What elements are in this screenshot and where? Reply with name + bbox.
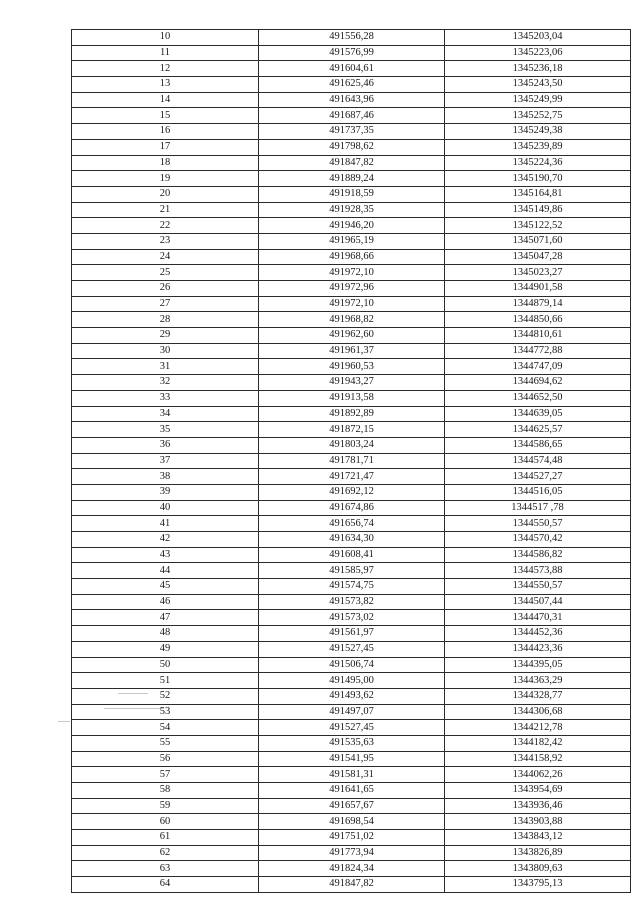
point-number-cell: 33 [72,390,259,406]
y-coordinate-cell: 1345223,06 [445,45,631,61]
y-coordinate-cell: 1345122,52 [445,218,631,234]
x-coordinate-cell: 491803,24 [259,437,445,453]
y-coordinate-cell: 1344810,61 [445,328,631,344]
point-number-cell: 21 [72,202,259,218]
y-coordinate-cell: 1343936,46 [445,798,631,814]
x-coordinate-cell: 491946,20 [259,218,445,234]
x-coordinate-cell: 491608,41 [259,547,445,563]
point-number-cell: 10 [72,30,259,46]
table-row [72,610,631,626]
x-coordinate-cell: 491576,99 [259,45,445,61]
x-coordinate-cell: 491972,10 [259,265,445,281]
x-coordinate-cell: 491527,45 [259,720,445,736]
y-coordinate-cell: 1344747,09 [445,359,631,375]
x-coordinate-cell: 491561,97 [259,626,445,642]
point-number-cell: 23 [72,233,259,249]
x-coordinate-cell: 491692,12 [259,484,445,500]
y-coordinate-cell: 1345164,81 [445,186,631,202]
point-number-cell: 29 [72,328,259,344]
point-number-cell: 14 [72,92,259,108]
table-row [72,139,631,155]
y-coordinate-cell: 1344879,14 [445,296,631,312]
table-row [72,343,631,359]
table-row [72,783,631,799]
point-number-cell: 40 [72,500,259,516]
point-number-cell: 44 [72,563,259,579]
point-number-cell: 22 [72,218,259,234]
point-number-cell: 60 [72,814,259,830]
table-row [72,406,631,422]
coordinates-table [71,29,631,893]
table-row [72,155,631,171]
table-row [72,720,631,736]
table-row [72,673,631,689]
point-number-cell: 46 [72,594,259,610]
table-row [72,375,631,391]
y-coordinate-cell: 1343843,12 [445,830,631,846]
y-coordinate-cell: 1343809,63 [445,861,631,877]
point-number-cell: 17 [72,139,259,155]
point-number-cell: 51 [72,673,259,689]
table-row [72,186,631,202]
x-coordinate-cell: 491604,61 [259,61,445,77]
x-coordinate-cell: 491781,71 [259,453,445,469]
point-number-cell: 63 [72,861,259,877]
x-coordinate-cell: 491698,54 [259,814,445,830]
x-coordinate-cell: 491892,89 [259,406,445,422]
scan-mark [58,721,70,722]
point-number-cell: 48 [72,626,259,642]
point-number-cell: 38 [72,469,259,485]
x-coordinate-cell: 491497,07 [259,704,445,720]
y-coordinate-cell: 1344363,29 [445,673,631,689]
y-coordinate-cell: 1344694,62 [445,375,631,391]
y-coordinate-cell: 1345224,36 [445,155,631,171]
y-coordinate-cell: 1344062,26 [445,767,631,783]
table-row [72,532,631,548]
table-row [72,688,631,704]
point-number-cell: 49 [72,641,259,657]
y-coordinate-cell: 1344850,66 [445,312,631,328]
point-number-cell: 52 [72,688,259,704]
y-coordinate-cell: 1344158,92 [445,751,631,767]
x-coordinate-cell: 491506,74 [259,657,445,673]
table-row [72,390,631,406]
table-row [72,547,631,563]
point-number-cell: 61 [72,830,259,846]
table-row [72,751,631,767]
x-coordinate-cell: 491962,60 [259,328,445,344]
point-number-cell: 24 [72,249,259,265]
table-row [72,830,631,846]
table-row [72,594,631,610]
table-row [72,265,631,281]
x-coordinate-cell: 491773,94 [259,845,445,861]
y-coordinate-cell: 1344328,77 [445,688,631,704]
x-coordinate-cell: 491972,10 [259,296,445,312]
table-row [72,516,631,532]
y-coordinate-cell: 1344652,50 [445,390,631,406]
table-row [72,500,631,516]
x-coordinate-cell: 491556,28 [259,30,445,46]
y-coordinate-cell: 1344507,44 [445,594,631,610]
x-coordinate-cell: 491585,97 [259,563,445,579]
y-coordinate-cell: 1344574,48 [445,453,631,469]
table-row [72,108,631,124]
y-coordinate-cell: 1344516,05 [445,484,631,500]
y-coordinate-cell: 1345239,89 [445,139,631,155]
y-coordinate-cell: 1345149,86 [445,202,631,218]
table-row [72,798,631,814]
y-coordinate-cell: 1343795,13 [445,877,631,893]
point-number-cell: 12 [72,61,259,77]
x-coordinate-cell: 491625,46 [259,77,445,93]
table-row [72,312,631,328]
x-coordinate-cell: 491824,34 [259,861,445,877]
table-row [72,814,631,830]
point-number-cell: 28 [72,312,259,328]
y-coordinate-cell: 1345252,75 [445,108,631,124]
table-row [72,626,631,642]
point-number-cell: 15 [72,108,259,124]
x-coordinate-cell: 491928,35 [259,202,445,218]
x-coordinate-cell: 491751,02 [259,830,445,846]
point-number-cell: 32 [72,375,259,391]
y-coordinate-cell: 1344772,88 [445,343,631,359]
x-coordinate-cell: 491943,27 [259,375,445,391]
y-coordinate-cell: 1345243,50 [445,77,631,93]
x-coordinate-cell: 491656,74 [259,516,445,532]
y-coordinate-cell: 1344527,27 [445,469,631,485]
point-number-cell: 53 [72,704,259,720]
point-number-cell: 50 [72,657,259,673]
point-number-cell: 45 [72,579,259,595]
x-coordinate-cell: 491737,35 [259,124,445,140]
table-row [72,92,631,108]
x-coordinate-cell: 491495,00 [259,673,445,689]
table-row [72,641,631,657]
x-coordinate-cell: 491573,82 [259,594,445,610]
point-number-cell: 25 [72,265,259,281]
point-number-cell: 11 [72,45,259,61]
y-coordinate-cell: 1344550,57 [445,579,631,595]
x-coordinate-cell: 491573,02 [259,610,445,626]
table-row [72,233,631,249]
table-row [72,249,631,265]
table-row [72,704,631,720]
x-coordinate-cell: 491535,63 [259,735,445,751]
x-coordinate-cell: 491574,75 [259,579,445,595]
table-row [72,484,631,500]
y-coordinate-cell: 1344625,57 [445,422,631,438]
table-row [72,296,631,312]
point-number-cell: 18 [72,155,259,171]
x-coordinate-cell: 491972,96 [259,281,445,297]
table-row [72,453,631,469]
x-coordinate-cell: 491961,37 [259,343,445,359]
x-coordinate-cell: 491847,82 [259,155,445,171]
y-coordinate-cell: 1345023,27 [445,265,631,281]
x-coordinate-cell: 491634,30 [259,532,445,548]
y-coordinate-cell: 1345071,60 [445,233,631,249]
point-number-cell: 62 [72,845,259,861]
y-coordinate-cell: 1344901,58 [445,281,631,297]
y-coordinate-cell: 1343826,89 [445,845,631,861]
x-coordinate-cell: 491493,62 [259,688,445,704]
y-coordinate-cell: 1344639,05 [445,406,631,422]
point-number-cell: 56 [72,751,259,767]
table-row [72,281,631,297]
y-coordinate-cell: 1344550,57 [445,516,631,532]
table-row [72,563,631,579]
y-coordinate-cell: 1344452,36 [445,626,631,642]
y-coordinate-cell: 1345047,28 [445,249,631,265]
x-coordinate-cell: 491581,31 [259,767,445,783]
x-coordinate-cell: 491965,19 [259,233,445,249]
table-row [72,30,631,46]
y-coordinate-cell: 1344570,42 [445,532,631,548]
coordinates-table-body [72,30,631,893]
x-coordinate-cell: 491968,82 [259,312,445,328]
x-coordinate-cell: 491872,15 [259,422,445,438]
y-coordinate-cell: 1344212,78 [445,720,631,736]
table-row [72,218,631,234]
table-row [72,328,631,344]
y-coordinate-cell: 1345236,18 [445,61,631,77]
table-row [72,861,631,877]
table-row [72,45,631,61]
y-coordinate-cell: 1344423,36 [445,641,631,657]
table-row [72,469,631,485]
table-row [72,877,631,893]
x-coordinate-cell: 491541,95 [259,751,445,767]
point-number-cell: 59 [72,798,259,814]
table-row [72,422,631,438]
x-coordinate-cell: 491889,24 [259,171,445,187]
y-coordinate-cell: 1344395,05 [445,657,631,673]
table-row [72,657,631,673]
point-number-cell: 55 [72,735,259,751]
point-number-cell: 36 [72,437,259,453]
point-number-cell: 16 [72,124,259,140]
point-number-cell: 64 [72,877,259,893]
y-coordinate-cell: 1345249,99 [445,92,631,108]
x-coordinate-cell: 491913,58 [259,390,445,406]
point-number-cell: 20 [72,186,259,202]
x-coordinate-cell: 491657,67 [259,798,445,814]
y-coordinate-cell: 1343954,69 [445,783,631,799]
x-coordinate-cell: 491641,65 [259,783,445,799]
point-number-cell: 39 [72,484,259,500]
table-row [72,61,631,77]
x-coordinate-cell: 491527,45 [259,641,445,657]
point-number-cell: 19 [72,171,259,187]
y-coordinate-cell: 1344306,68 [445,704,631,720]
table-row [72,767,631,783]
point-number-cell: 57 [72,767,259,783]
y-coordinate-cell: 1344182,42 [445,735,631,751]
x-coordinate-cell: 491798,62 [259,139,445,155]
y-coordinate-cell: 1344586,82 [445,547,631,563]
point-number-cell: 31 [72,359,259,375]
x-coordinate-cell: 491721,47 [259,469,445,485]
table-row [72,579,631,595]
x-coordinate-cell: 491687,46 [259,108,445,124]
point-number-cell: 43 [72,547,259,563]
point-number-cell: 41 [72,516,259,532]
y-coordinate-cell: 1345203,04 [445,30,631,46]
y-coordinate-cell: 1343903,88 [445,814,631,830]
x-coordinate-cell: 491674,86 [259,500,445,516]
point-number-cell: 42 [72,532,259,548]
point-number-cell: 27 [72,296,259,312]
x-coordinate-cell: 491968,66 [259,249,445,265]
point-number-cell: 37 [72,453,259,469]
table-row [72,735,631,751]
table-row [72,202,631,218]
y-coordinate-cell: 1344573,88 [445,563,631,579]
table-row [72,359,631,375]
y-coordinate-cell: 1344517 ,78 [445,500,631,516]
y-coordinate-cell: 1345190,70 [445,171,631,187]
table-row [72,124,631,140]
point-number-cell: 30 [72,343,259,359]
x-coordinate-cell: 491918,59 [259,186,445,202]
x-coordinate-cell: 491847,82 [259,877,445,893]
table-row [72,171,631,187]
point-number-cell: 54 [72,720,259,736]
table-row [72,77,631,93]
y-coordinate-cell: 1344586,65 [445,437,631,453]
y-coordinate-cell: 1345249,38 [445,124,631,140]
x-coordinate-cell: 491643,96 [259,92,445,108]
point-number-cell: 13 [72,77,259,93]
point-number-cell: 35 [72,422,259,438]
point-number-cell: 58 [72,783,259,799]
point-number-cell: 34 [72,406,259,422]
point-number-cell: 26 [72,281,259,297]
table-row [72,437,631,453]
table-row [72,845,631,861]
y-coordinate-cell: 1344470,31 [445,610,631,626]
x-coordinate-cell: 491960,53 [259,359,445,375]
point-number-cell: 47 [72,610,259,626]
